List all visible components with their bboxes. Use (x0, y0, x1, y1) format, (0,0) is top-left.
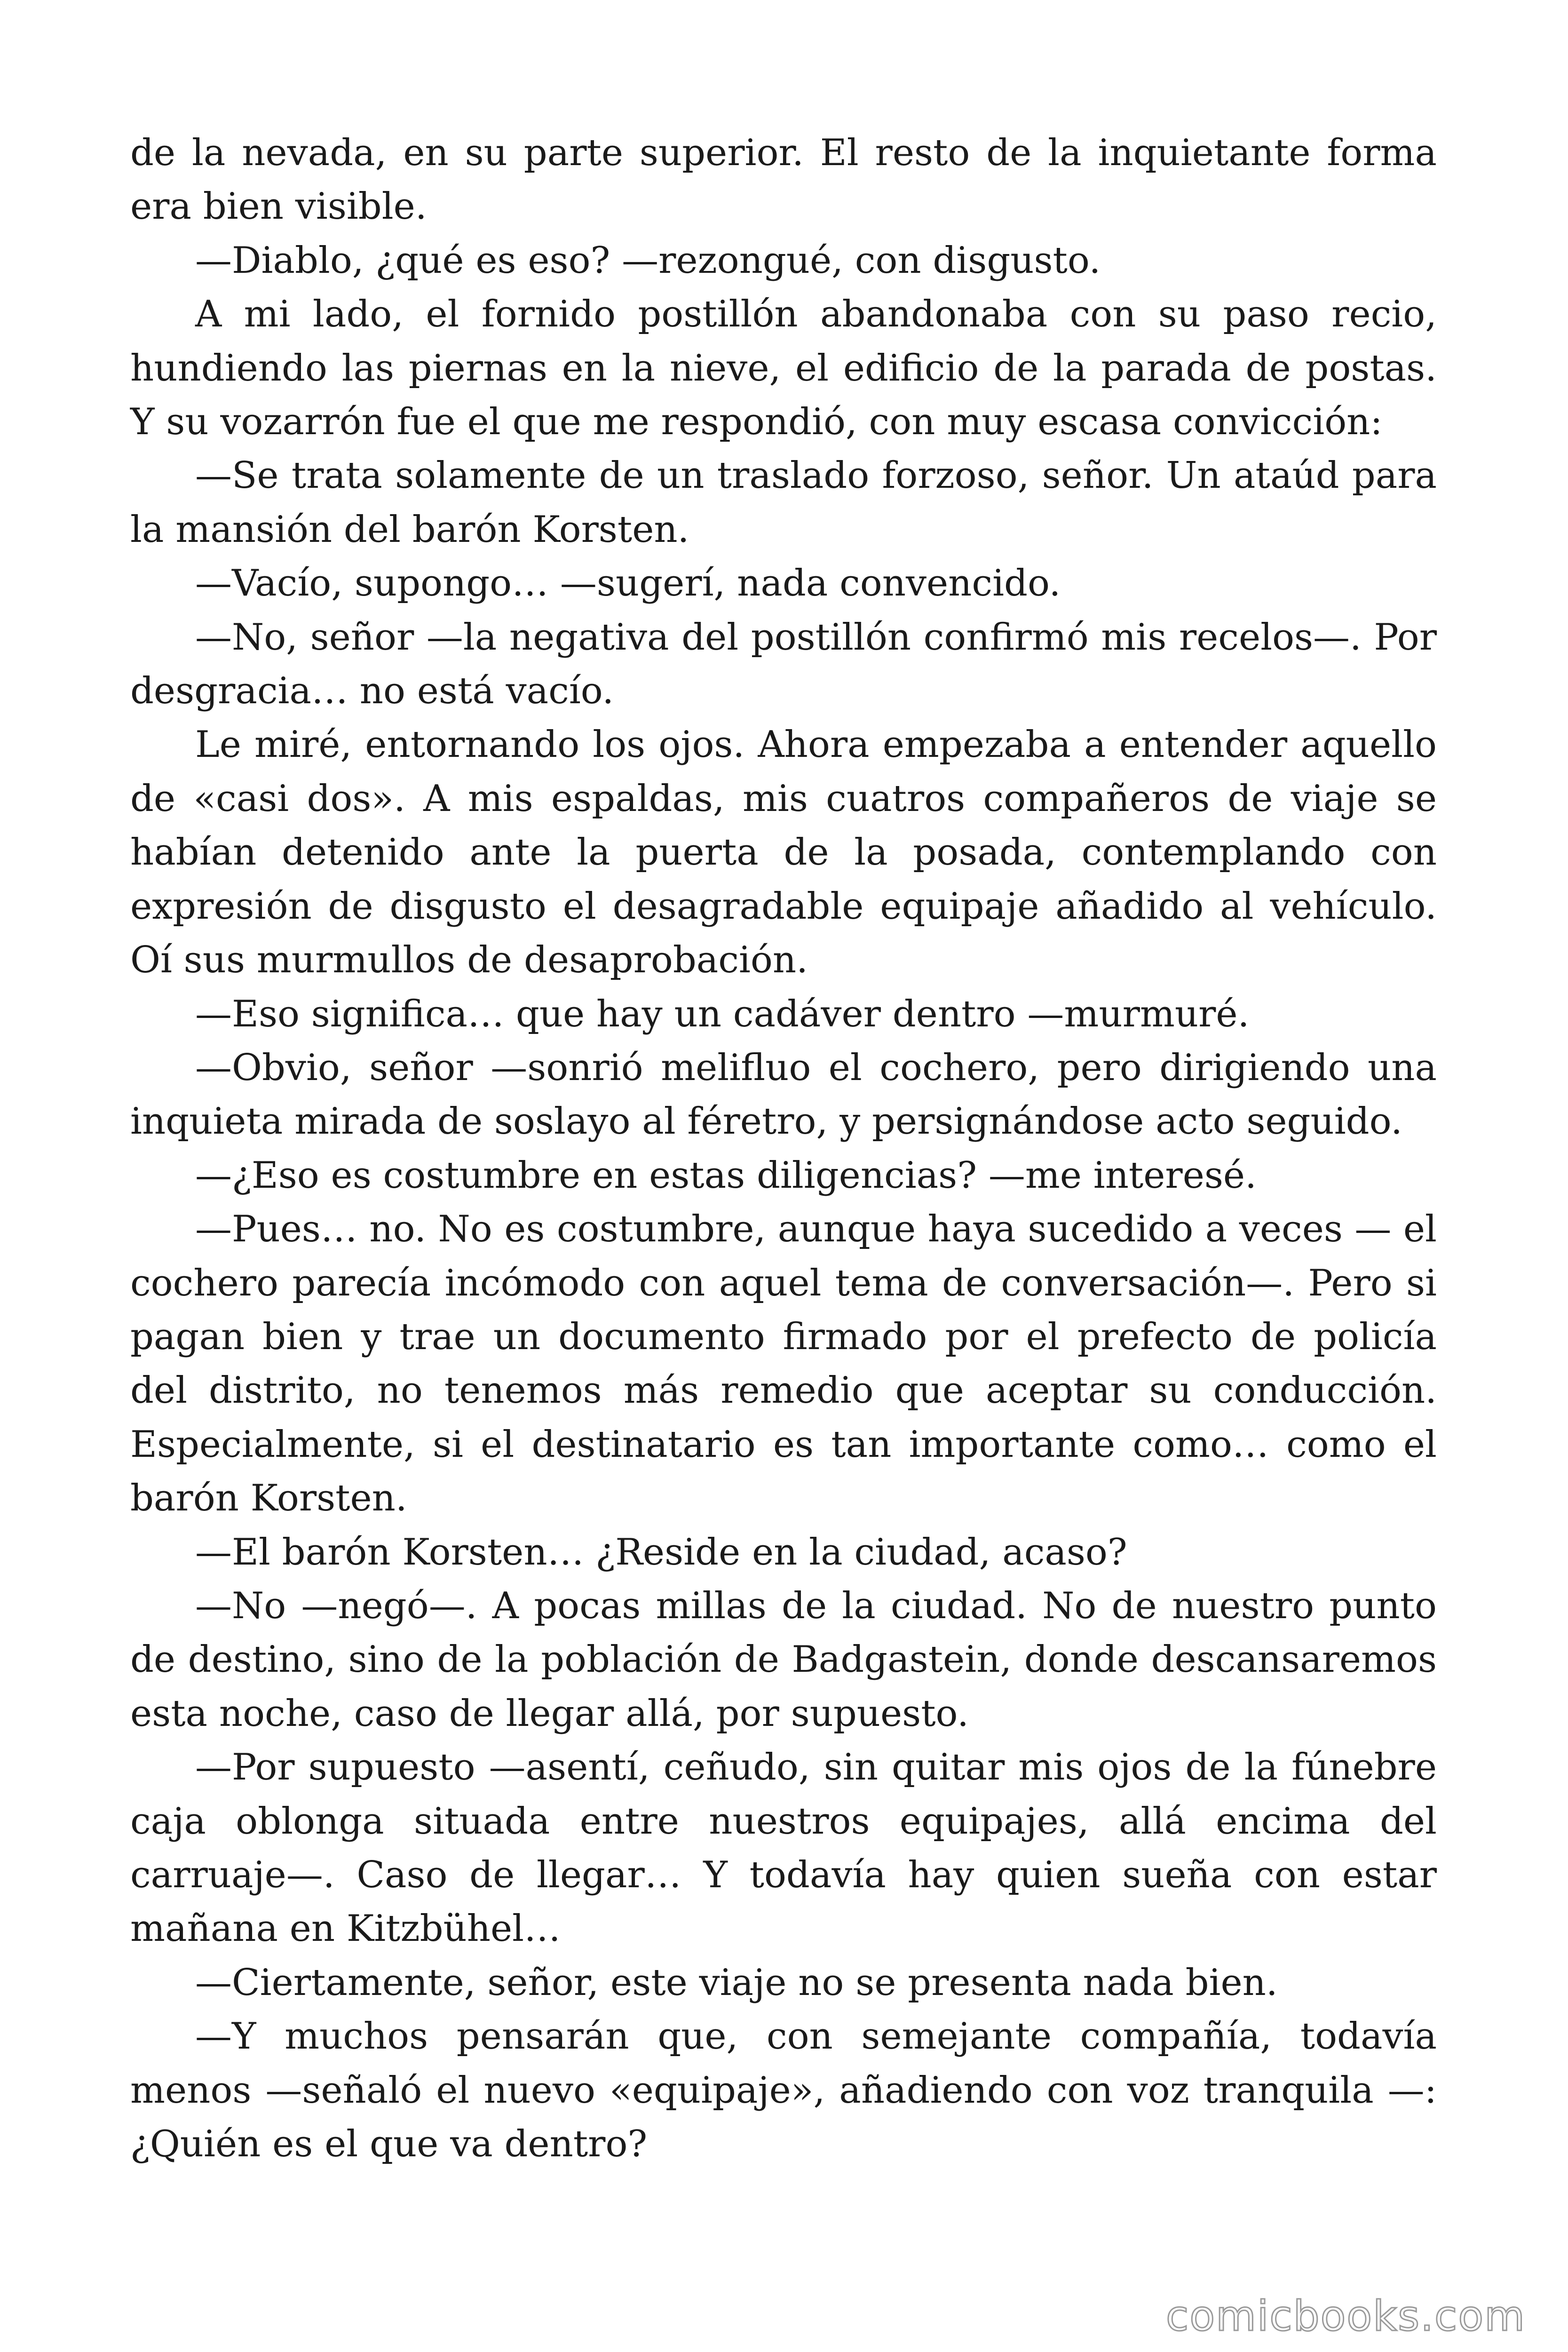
paragraph: —Se trata solamente de un traslado forzoso, señor. Un ataúd para la mansión del barón Korsten. (130, 454, 1437, 551)
paragraph: —Pues… no. No es costumbre, aunque haya sucedido a veces — el cochero parecía incómodo con aquel tema de conversación—. Pero si pagan bien y trae un documento firmado por el prefecto de policía del distrito, no tenemos más remedio que aceptar su conducción. Especialmente, si el destinatario es tan importante como… como el barón Korsten. (130, 1208, 1437, 1520)
paragraph: —Diablo, ¿qué es eso? —rezongué, con disgusto. (195, 239, 1101, 282)
paragraph: A mi lado, el fornido postillón abandonaba con su paso recio, hundiendo las piernas en la nieve, el edificio de la parada de postas. Y su vozarrón fue el que me respondió, con muy escasa convicción: (130, 293, 1437, 444)
paragraph: —Eso significa… que hay un cadáver dentro —murmuré. (195, 993, 1250, 1035)
paragraph: —Ciertamente, señor, este viaje no se presenta nada bien. (195, 1961, 1278, 2004)
paragraph: —El barón Korsten… ¿Reside en la ciudad, acaso? (195, 1531, 1127, 1573)
paragraph: —¿Eso es costumbre en estas diligencias? —me interesé. (195, 1154, 1257, 1197)
body-text (130, 126, 1437, 2171)
paragraph: de la nevada, en su parte superior. El resto de la inquietante forma era bien visible. (130, 132, 1437, 228)
paragraph: —No —negó—. A pocas millas de la ciudad. No de nuestro punto de destino, sino de la población de Badgastein, donde descansaremos esta noche, caso de llegar allá, por supuesto. (130, 1584, 1437, 1735)
paragraph: —No, señor —la negativa del postillón confirmó mis recelos—. Por desgracia… no está vacío. (130, 616, 1437, 713)
paragraph: —Por supuesto —asentí, ceñudo, sin quitar mis ojos de la fúnebre caja oblonga situada entre nuestros equipajes, allá encima del carruaje—. Caso de llegar… Y todavía hay quien sueña con estar mañana en Kitzbühel… (130, 1746, 1437, 1950)
paragraph: —Vacío, supongo… —sugerí, nada convencido. (195, 562, 1061, 605)
paragraph: —Obvio, señor —sonrió melifluo el cochero, pero dirigiendo una inquieta mirada de soslayo al féretro, y persignándose acto seguido. (130, 1046, 1437, 1143)
watermark: comicbooks.com (1165, 2292, 1526, 2340)
paragraph: Le miré, entornando los ojos. Ahora empezaba a entender aquello de «casi dos». A mis espaldas, mis cuatros compañeros de viaje se habían detenido ante la puerta de la posada, contemplando con expresión de disgusto el desagradable equipaje añadido al vehículo. Oí sus murmullos de desaprobación. (130, 723, 1437, 982)
paragraph: —Y muchos pensarán que, con semejante compañía, todavía menos —señaló el nuevo «equipaje», añadiendo con voz tranquila —: ¿Quién es el que va dentro? (130, 2015, 1437, 2166)
